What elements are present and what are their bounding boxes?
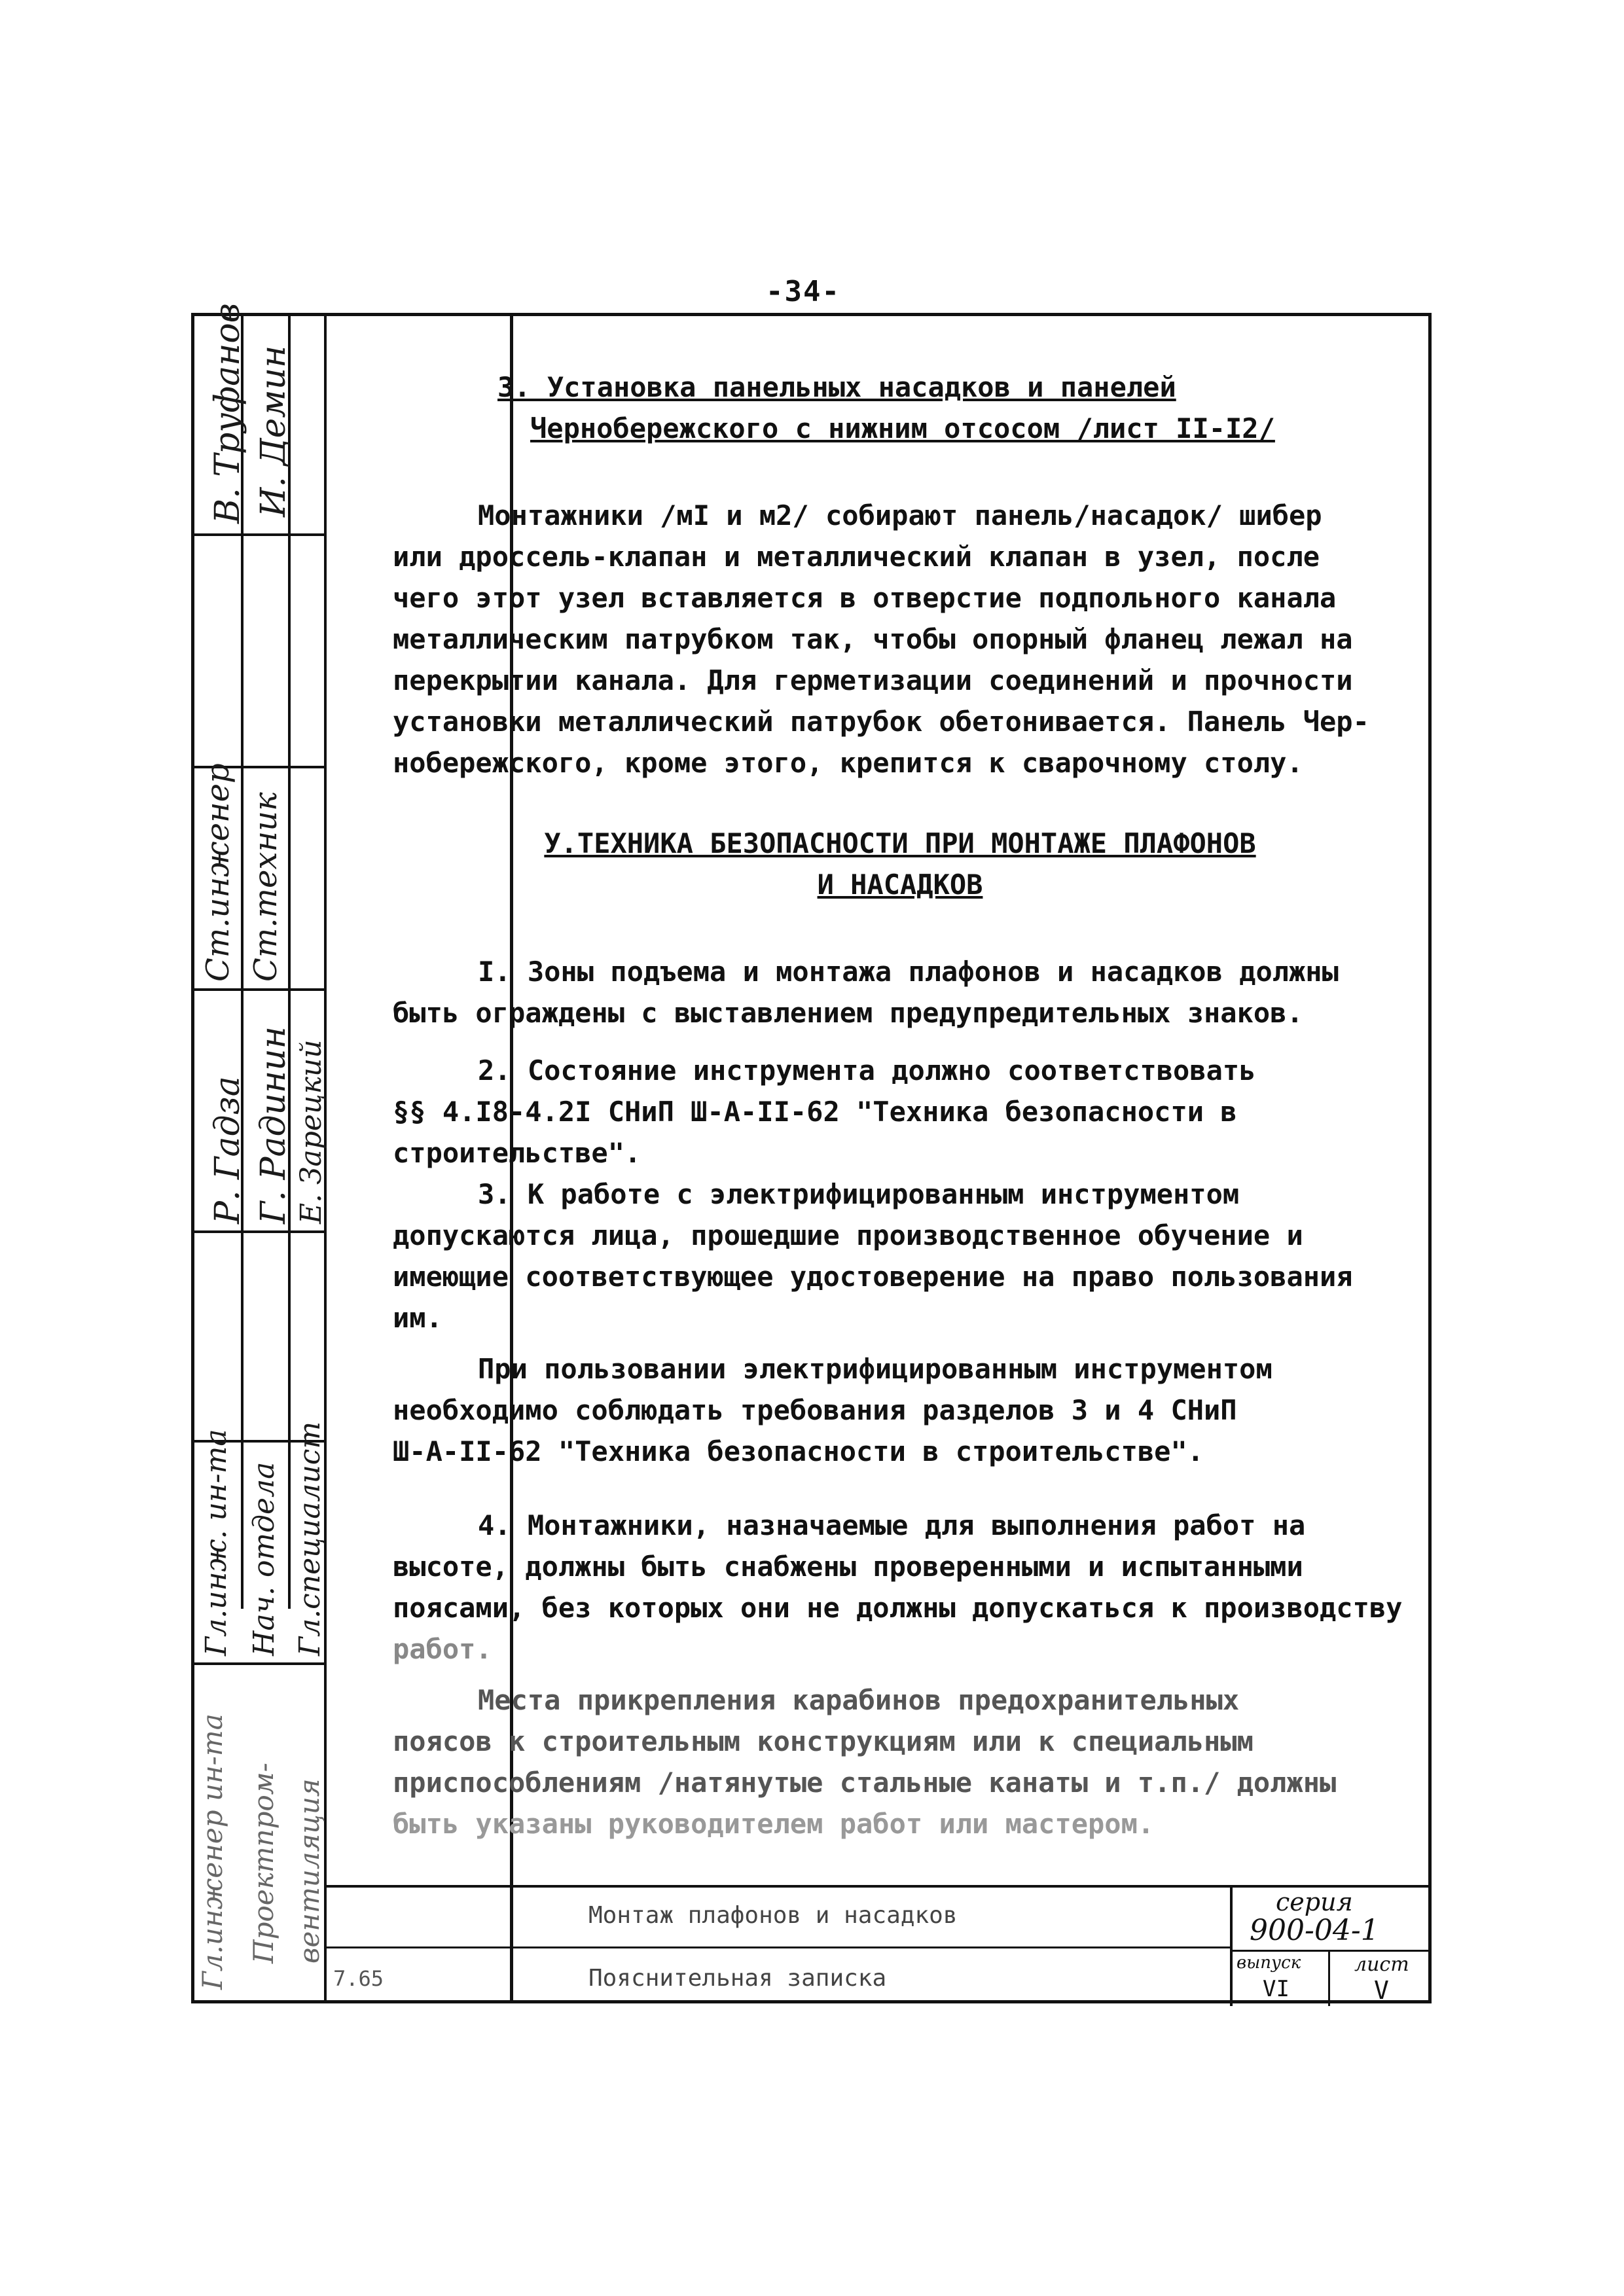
text-line: высоте, должны быть снабжены проверенными и испытанными: [393, 1551, 1303, 1583]
section-title-line: У.ТЕХНИКА БЕЗОПАСНОСТИ ПРИ МОНТАЖЕ ПЛАФОНОВ: [544, 827, 1256, 859]
text-line: строительстве".: [393, 1137, 641, 1169]
paragraph-installation: [393, 495, 1407, 783]
institute-name: Проектпром-: [247, 1763, 280, 1964]
text-line: или дроссель-клапан и металлический клапан в узел, после: [393, 541, 1320, 573]
text-line: 4. Монтажники, назначаемые для выполнения работ на: [478, 1509, 1306, 1541]
title-block-line: [327, 1946, 1230, 1948]
text-line: При пользовании электрифицированным инструментом: [478, 1353, 1272, 1385]
safety-item-4b: [393, 1679, 1407, 1844]
left-code: 7.65: [333, 1966, 384, 1991]
text-line: I. Зоны подъема и монтажа плафонов и насадков должны: [478, 956, 1339, 988]
text-line: быть ограждены с выставлением предупредительных знаков.: [393, 997, 1303, 1029]
text-line: необходимо соблюдать требования разделов 3 и 4 СНиП: [393, 1394, 1237, 1426]
heading-line: 3. Установка панельных насадков и панелей: [497, 371, 1176, 403]
text-line: §§ 4.I8-4.2I СНиП Ш-А-II-62 "Техника безопасности в: [393, 1096, 1237, 1128]
stamp-row-line: [191, 533, 327, 536]
stamp-row-line: [191, 1662, 327, 1665]
institute-name: Гл.инженер ин-та: [196, 1713, 228, 1990]
text-line: металлическим патрубком так, чтобы опорный фланец лежал на: [393, 623, 1353, 655]
safety-item-2: [393, 1050, 1407, 1174]
sheet-label: лист: [1354, 1953, 1409, 1976]
stamp-name: И. Демин: [254, 345, 293, 517]
text-line: поясов к строительным конструкциям или к специальным: [393, 1725, 1254, 1757]
text-line: работ.: [393, 1633, 492, 1665]
safety-section-title: [393, 823, 1407, 905]
page-number: -34-: [766, 275, 840, 308]
text-line: поясами, без которых они не должны допускаться к производству: [393, 1592, 1403, 1624]
issue-label: выпуск: [1236, 1953, 1301, 1973]
text-line: чего этот узел вставляется в отверстие подпольного канала: [393, 582, 1337, 614]
stamp-row-line: [191, 1230, 327, 1233]
document-subtitle: Пояснительная записка: [588, 1965, 887, 1992]
stamp-role: Ст.инженер: [200, 763, 236, 982]
safety-item-3b: [393, 1348, 1407, 1472]
text-line: быть указаны руководителем работ или мастером.: [393, 1808, 1155, 1840]
title-block-divider: [1230, 1888, 1233, 2006]
stamp-role: Нач. отдела: [247, 1462, 281, 1656]
section-title-line: И НАСАДКОВ: [817, 869, 983, 901]
stamp-name: В. Труфанов: [208, 303, 247, 524]
text-line: допускаются лица, прошедшие производственное обучение и: [393, 1219, 1303, 1251]
safety-item-1: [393, 951, 1407, 1033]
institute-name: вентиляция: [293, 1778, 325, 1964]
title-block-divider: [1328, 1950, 1330, 2006]
stamp-row-line: [191, 988, 327, 991]
section-heading: [393, 367, 1407, 449]
safety-item-3: [393, 1174, 1407, 1338]
text-line: Монтажники /мI и м2/ собирают панель/насадок/ шибер: [478, 499, 1322, 531]
safety-item-4: [393, 1505, 1407, 1670]
text-line: 3. К работе с электрифицированным инструментом: [478, 1178, 1240, 1210]
series-number: 900-04-1: [1250, 1914, 1379, 1947]
stamp-name: Г. Радинин: [254, 1026, 293, 1224]
stamp-role: Гл.специалист: [293, 1421, 327, 1656]
text-line: Места прикрепления карабинов предохранительных: [478, 1684, 1240, 1716]
text-line: имеющие соответствующее удостоверение на право пользования: [393, 1261, 1353, 1293]
stamp-name: Р. Гадза: [208, 1076, 247, 1224]
stamp-role: Ст.техник: [247, 792, 284, 982]
text-line: приспособлениям /натянутые стальные канаты и т.п./ должны: [393, 1767, 1337, 1799]
stamp-role: Гл.инж. ин-та: [200, 1429, 233, 1656]
series-label: серия: [1276, 1888, 1353, 1916]
heading-line: Чернобережского с нижним отсосом /лист II-I2/: [530, 412, 1275, 444]
text-line: 2. Состояние инструмента должно соответствовать: [478, 1054, 1256, 1086]
text-line: нобережского, кроме этого, крепится к сварочному столу.: [393, 747, 1303, 779]
document-body: [393, 367, 1407, 1844]
document-title: Монтаж плафонов и насадков: [588, 1902, 958, 1929]
stamp-name: Е. Зарецкий: [295, 1039, 328, 1224]
text-line: перекрытии канала. Для герметизации соединений и прочности: [393, 664, 1353, 696]
text-line: установки металлический патрубок обетонивается. Панель Чер-: [393, 706, 1369, 738]
text-line: Ш-А-II-62 "Техника безопасности в строительстве".: [393, 1435, 1204, 1467]
issue-number: VI: [1263, 1976, 1290, 2002]
title-block: [327, 1885, 1432, 2003]
sheet-number: V: [1374, 1976, 1389, 2005]
title-block-line: [1230, 1950, 1432, 1952]
text-line: им.: [393, 1302, 442, 1334]
